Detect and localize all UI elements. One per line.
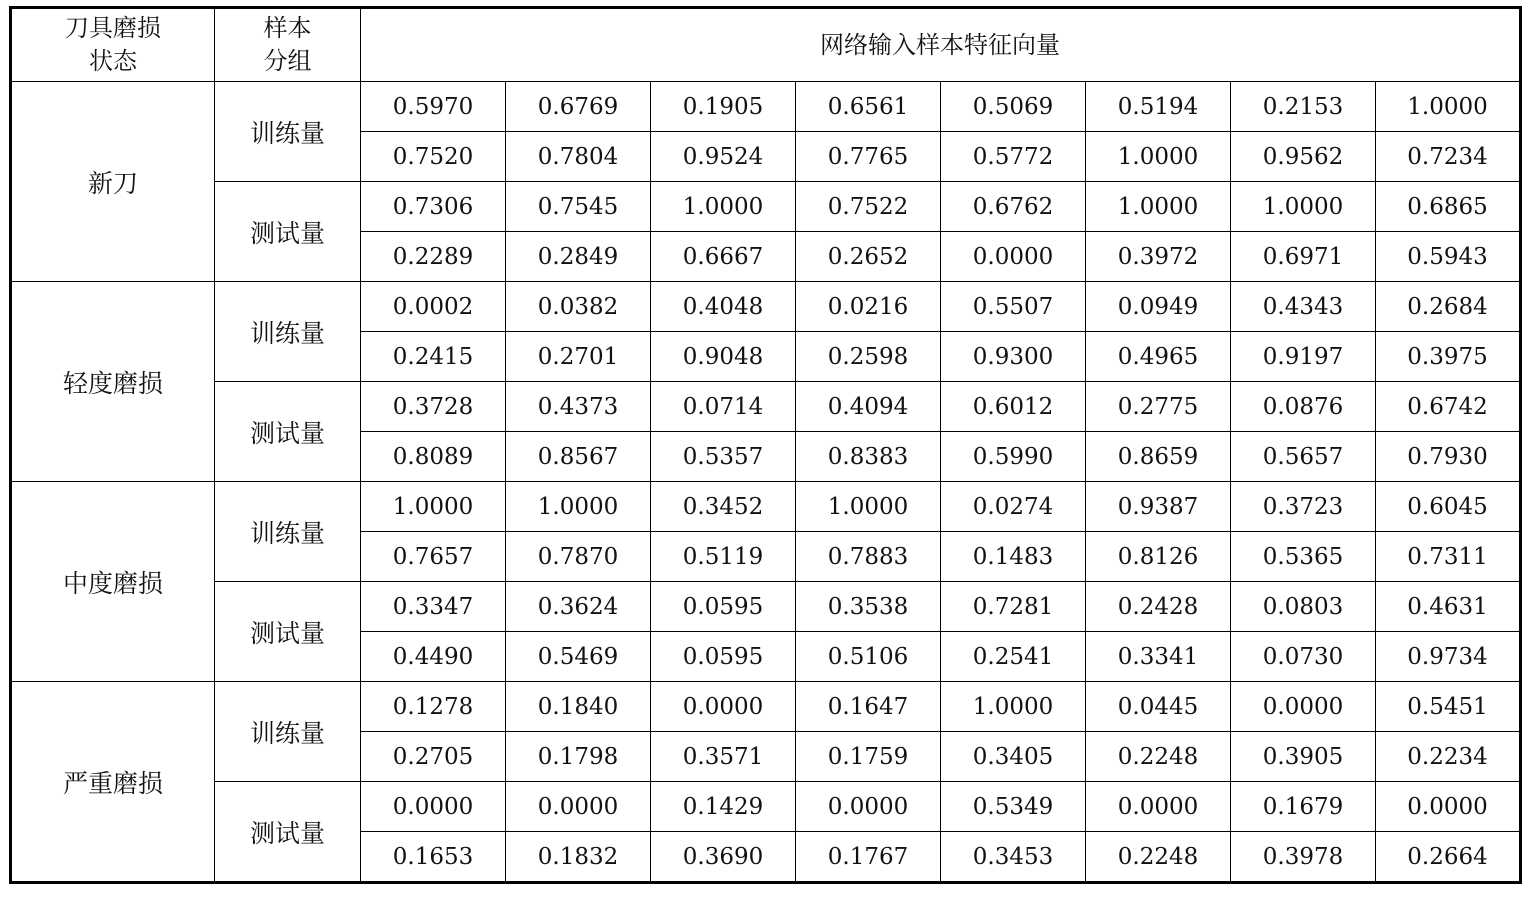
feature-value-cell: 0.3452 <box>651 482 796 532</box>
feature-value-cell: 0.1483 <box>941 532 1086 582</box>
feature-value-cell: 0.1798 <box>506 732 651 782</box>
feature-value-cell: 0.3538 <box>796 582 941 632</box>
wear-state-cell: 轻度磨损 <box>11 282 215 482</box>
feature-value-cell: 0.2415 <box>361 332 506 382</box>
feature-value-cell: 0.7930 <box>1376 432 1521 482</box>
feature-value-cell: 0.4373 <box>506 382 651 432</box>
feature-value-cell: 0.0730 <box>1231 632 1376 682</box>
feature-value-cell: 0.3571 <box>651 732 796 782</box>
feature-value-cell: 0.7870 <box>506 532 651 582</box>
feature-value-cell: 0.2701 <box>506 332 651 382</box>
feature-value-cell: 0.2705 <box>361 732 506 782</box>
feature-value-cell: 0.5119 <box>651 532 796 582</box>
feature-value-cell: 0.5507 <box>941 282 1086 332</box>
sample-group-cell: 训练量 <box>215 682 361 782</box>
feature-value-cell: 0.0216 <box>796 282 941 332</box>
sample-group-cell: 训练量 <box>215 282 361 382</box>
feature-value-cell: 0.2598 <box>796 332 941 382</box>
table-row <box>11 382 1521 432</box>
feature-value-cell: 0.4631 <box>1376 582 1521 632</box>
feature-value-cell: 0.3978 <box>1231 832 1376 883</box>
feature-value-cell: 0.0000 <box>1376 782 1521 832</box>
table-row <box>11 182 1521 232</box>
feature-value-cell: 0.3624 <box>506 582 651 632</box>
feature-value-cell: 0.2775 <box>1086 382 1231 432</box>
feature-value-cell: 0.3972 <box>1086 232 1231 282</box>
feature-value-cell: 0.5069 <box>941 82 1086 132</box>
feature-vector-table-container <box>9 6 1522 884</box>
feature-value-cell: 0.9048 <box>651 332 796 382</box>
feature-value-cell: 0.0445 <box>1086 682 1231 732</box>
feature-value-cell: 0.4048 <box>651 282 796 332</box>
feature-value-cell: 0.6045 <box>1376 482 1521 532</box>
feature-value-cell: 0.5194 <box>1086 82 1231 132</box>
feature-value-cell: 0.9734 <box>1376 632 1521 682</box>
feature-value-cell: 0.2652 <box>796 232 941 282</box>
feature-value-cell: 0.7311 <box>1376 532 1521 582</box>
feature-value-cell: 1.0000 <box>506 482 651 532</box>
feature-value-cell: 0.9524 <box>651 132 796 182</box>
feature-value-cell: 0.6769 <box>506 82 651 132</box>
feature-value-cell: 0.2428 <box>1086 582 1231 632</box>
feature-value-cell: 0.3690 <box>651 832 796 883</box>
feature-value-cell: 1.0000 <box>1231 182 1376 232</box>
feature-value-cell: 0.7657 <box>361 532 506 582</box>
feature-value-cell: 0.5772 <box>941 132 1086 182</box>
feature-value-cell: 0.0595 <box>651 582 796 632</box>
feature-value-cell: 0.3347 <box>361 582 506 632</box>
feature-value-cell: 0.3453 <box>941 832 1086 883</box>
feature-value-cell: 0.9300 <box>941 332 1086 382</box>
feature-value-cell: 1.0000 <box>651 182 796 232</box>
feature-value-cell: 0.1767 <box>796 832 941 883</box>
feature-value-cell: 0.9197 <box>1231 332 1376 382</box>
feature-value-cell: 0.5365 <box>1231 532 1376 582</box>
feature-value-cell: 0.0000 <box>506 782 651 832</box>
feature-value-cell: 0.0000 <box>651 682 796 732</box>
feature-value-cell: 0.5106 <box>796 632 941 682</box>
sample-group-cell: 测试量 <box>215 582 361 682</box>
feature-value-cell: 0.2541 <box>941 632 1086 682</box>
table-row <box>11 482 1521 532</box>
feature-value-cell: 0.3723 <box>1231 482 1376 532</box>
sample-group-cell: 测试量 <box>215 182 361 282</box>
feature-value-cell: 0.1278 <box>361 682 506 732</box>
feature-value-cell: 1.0000 <box>1086 182 1231 232</box>
feature-value-cell: 0.7804 <box>506 132 651 182</box>
feature-value-cell: 0.7306 <box>361 182 506 232</box>
feature-value-cell: 0.4965 <box>1086 332 1231 382</box>
feature-value-cell: 0.7545 <box>506 182 651 232</box>
feature-value-cell: 0.6667 <box>651 232 796 282</box>
table-row <box>11 582 1521 632</box>
feature-value-cell: 0.8089 <box>361 432 506 482</box>
feature-value-cell: 0.9387 <box>1086 482 1231 532</box>
wear-state-cell: 新刀 <box>11 82 215 282</box>
feature-value-cell: 0.8383 <box>796 432 941 482</box>
feature-value-cell: 0.2248 <box>1086 832 1231 883</box>
feature-value-cell: 1.0000 <box>796 482 941 532</box>
feature-value-cell: 0.0949 <box>1086 282 1231 332</box>
feature-value-cell: 0.8126 <box>1086 532 1231 582</box>
feature-value-cell: 0.1429 <box>651 782 796 832</box>
feature-value-cell: 0.6742 <box>1376 382 1521 432</box>
wear-state-cell: 严重磨损 <box>11 682 215 883</box>
feature-value-cell: 0.0876 <box>1231 382 1376 432</box>
feature-value-cell: 0.0000 <box>1231 682 1376 732</box>
feature-value-cell: 0.3341 <box>1086 632 1231 682</box>
feature-value-cell: 0.5357 <box>651 432 796 482</box>
table-row <box>11 782 1521 832</box>
sample-group-cell: 测试量 <box>215 382 361 482</box>
feature-value-cell: 1.0000 <box>1376 82 1521 132</box>
feature-value-cell: 0.0000 <box>796 782 941 832</box>
feature-value-cell: 0.0002 <box>361 282 506 332</box>
table-row <box>11 682 1521 732</box>
header-sample-group: 样本 分组 <box>215 8 361 82</box>
feature-value-cell: 0.9562 <box>1231 132 1376 182</box>
feature-value-cell: 0.1759 <box>796 732 941 782</box>
feature-value-cell: 0.4094 <box>796 382 941 432</box>
feature-value-cell: 0.6971 <box>1231 232 1376 282</box>
feature-value-cell: 0.0803 <box>1231 582 1376 632</box>
feature-value-cell: 0.7234 <box>1376 132 1521 182</box>
header-wear-state: 刀具磨损 状态 <box>11 8 215 82</box>
feature-value-cell: 0.2234 <box>1376 732 1521 782</box>
feature-value-cell: 0.2289 <box>361 232 506 282</box>
sample-group-cell: 测试量 <box>215 782 361 883</box>
feature-value-cell: 0.5349 <box>941 782 1086 832</box>
feature-value-cell: 0.0382 <box>506 282 651 332</box>
feature-value-cell: 0.0714 <box>651 382 796 432</box>
feature-value-cell: 0.2153 <box>1231 82 1376 132</box>
feature-value-cell: 0.3905 <box>1231 732 1376 782</box>
feature-value-cell: 0.7883 <box>796 532 941 582</box>
feature-vector-table <box>9 6 1522 884</box>
feature-value-cell: 0.1832 <box>506 832 651 883</box>
feature-value-cell: 0.4343 <box>1231 282 1376 332</box>
feature-value-cell: 0.6865 <box>1376 182 1521 232</box>
feature-value-cell: 0.6012 <box>941 382 1086 432</box>
feature-value-cell: 0.2684 <box>1376 282 1521 332</box>
feature-value-cell: 0.7520 <box>361 132 506 182</box>
table-row <box>11 82 1521 132</box>
feature-value-cell: 0.3728 <box>361 382 506 432</box>
header-row <box>11 8 1521 82</box>
feature-value-cell: 0.8567 <box>506 432 651 482</box>
sample-group-cell: 训练量 <box>215 82 361 182</box>
feature-value-cell: 0.1905 <box>651 82 796 132</box>
feature-value-cell: 1.0000 <box>941 682 1086 732</box>
feature-value-cell: 0.7281 <box>941 582 1086 632</box>
feature-value-cell: 0.5970 <box>361 82 506 132</box>
sample-group-cell: 训练量 <box>215 482 361 582</box>
feature-value-cell: 0.7522 <box>796 182 941 232</box>
feature-value-cell: 1.0000 <box>1086 132 1231 182</box>
feature-value-cell: 0.1840 <box>506 682 651 732</box>
feature-value-cell: 0.2849 <box>506 232 651 282</box>
feature-value-cell: 1.0000 <box>361 482 506 532</box>
feature-value-cell: 0.5990 <box>941 432 1086 482</box>
feature-value-cell: 0.0000 <box>941 232 1086 282</box>
table-body <box>11 8 1521 883</box>
feature-value-cell: 0.5451 <box>1376 682 1521 732</box>
feature-value-cell: 0.5657 <box>1231 432 1376 482</box>
feature-value-cell: 0.5943 <box>1376 232 1521 282</box>
feature-value-cell: 0.6561 <box>796 82 941 132</box>
feature-value-cell: 0.4490 <box>361 632 506 682</box>
feature-value-cell: 0.3975 <box>1376 332 1521 382</box>
feature-value-cell: 0.2664 <box>1376 832 1521 883</box>
wear-state-cell: 中度磨损 <box>11 482 215 682</box>
feature-value-cell: 0.0000 <box>1086 782 1231 832</box>
feature-value-cell: 0.0595 <box>651 632 796 682</box>
feature-value-cell: 0.8659 <box>1086 432 1231 482</box>
feature-value-cell: 0.2248 <box>1086 732 1231 782</box>
header-feature-vector: 网络输入样本特征向量 <box>361 8 1521 82</box>
feature-value-cell: 0.1679 <box>1231 782 1376 832</box>
feature-value-cell: 0.1653 <box>361 832 506 883</box>
feature-value-cell: 0.5469 <box>506 632 651 682</box>
feature-value-cell: 0.0000 <box>361 782 506 832</box>
feature-value-cell: 0.3405 <box>941 732 1086 782</box>
feature-value-cell: 0.6762 <box>941 182 1086 232</box>
feature-value-cell: 0.1647 <box>796 682 941 732</box>
feature-value-cell: 0.0274 <box>941 482 1086 532</box>
feature-value-cell: 0.7765 <box>796 132 941 182</box>
table-row <box>11 282 1521 332</box>
